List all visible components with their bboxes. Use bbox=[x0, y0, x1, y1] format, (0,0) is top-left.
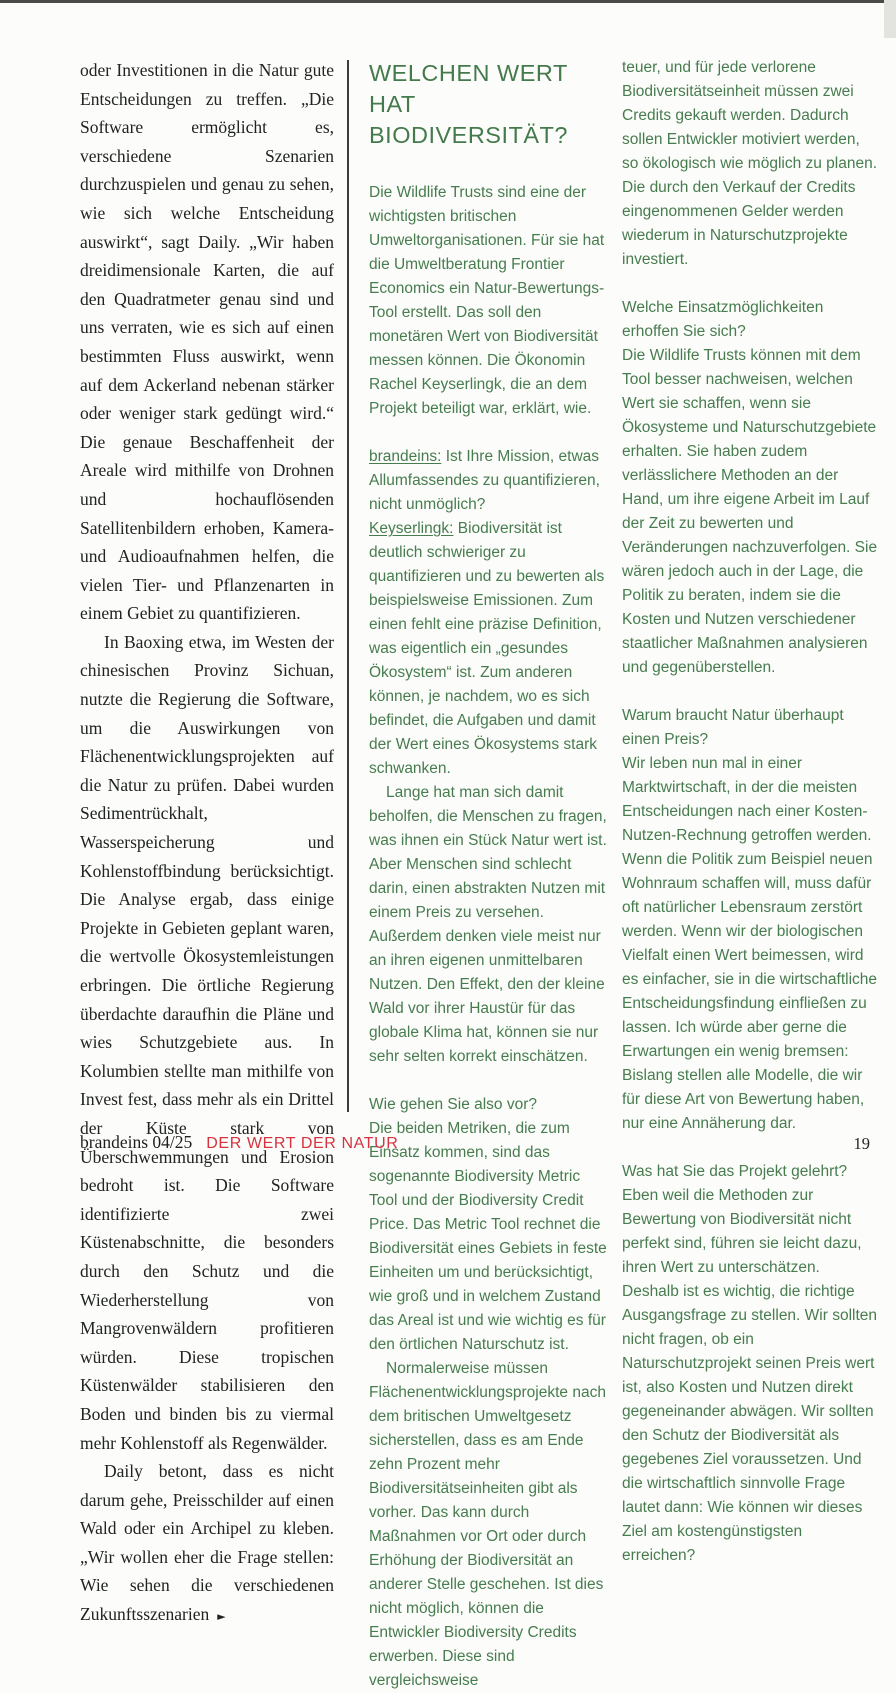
interview-answer: Eben weil die Methoden zur Bewertung von Biodiversität nicht perfekt sind, führen sie leicht dazu, ihren Wert zu unterschätzen. Deshalb ist es wichtig, die richtige Ausgangsfrage zu stellen. Wir sollten nicht fragen, ob ein Naturschutzprojekt seinen Preis wert ist, also Kosten und Nutzen direkt gegeneinander abwägen. Wir sollten den Schutz der Biodiversität als gegebenes Ziel voraussetzen. Und die wirtschaftlich sinnvolle Frage lautet dann: Wie können wir dieses Ziel am kostengünstigsten erreichen? bbox=[622, 1187, 878, 1564]
interview-column-right bbox=[622, 56, 878, 1568]
interview-answer: Lange hat man sich damit beholfen, die Menschen zu fragen, was ihnen ein Stück Natur wert ist. Aber Menschen sind schlecht darin, einen abstrakten Nutzen mit einem Preis zu versehen. Außerdem denken viele meist nur an ihren eigenen unmittelbaren Nutzen. Den Effekt, den der kleine Wald vor ihrer Haustür für das globale Klima hat, können sie nur sehr selten korrekt einschätzen. bbox=[369, 784, 607, 1065]
scan-corner-shade bbox=[884, 0, 896, 38]
interview-answer: Die Wildlife Trusts können mit dem Tool besser nachweisen, welchen Wert sie schaffen, wenn sie Ökosysteme und Naturschutzgebiete erhalten. Sie haben zudem verlässlichere Methoden an der Hand, um ihre eigene Arbeit im Lauf der Zeit zu bewerten und Veränderungen nachzuverfolgen. Sie wären jedoch auch in der Lage, die Politik zu beraten, indem sie die Kosten und Nutzen verschiedener staatlicher Maßnahmen analysieren und gegenüberstellen. bbox=[622, 347, 878, 676]
section-title: DER WERT DER NATUR bbox=[206, 1135, 399, 1152]
page-footer bbox=[80, 1132, 876, 1158]
interview-answer: Normalerweise müssen Flächenentwicklungsprojekte nach dem britischen Umweltgesetz sicherstellen, dass es am Ende zehn Prozent mehr Biodiversitätseinheiten gibt als vorher. Das kann durch Maßnahmen vor Ort oder durch Erhöhung der Biodiversität an anderer Stelle geschehen. Ist dies nicht möglich, können die Entwickler Biodiversity Credits erwerben. Diese sind vergleichsweise bbox=[369, 1360, 606, 1689]
interview-question: Warum braucht Natur überhaupt einen Preis? bbox=[622, 707, 844, 748]
interview-question: Was hat Sie das Projekt gelehrt? bbox=[622, 1163, 848, 1180]
interview-answer: Die beiden Metriken, die zum Einsatz kommen, sind das sogenannte Biodiversity Metric Tool und der Biodiversity Credit Price. Das Metric Tool rechnet die Biodiversität eines Gebiets in feste Einheiten um und berücksichtigt, wie groß und in welchem Zustand das Areal ist und wie wichtig es für den örtlichen Naturschutz ist. bbox=[369, 1120, 607, 1353]
continuation-arrow-icon: ► bbox=[217, 1610, 226, 1624]
paragraph: Daily betont, dass es nicht darum gehe, Preisschilder auf einen Wald oder ein Archipel zu kleben. „Wir wollen eher die Frage stellen: Wie sehen die verschiedenen Zukunftsszenarien ► bbox=[80, 1461, 334, 1625]
interview-answer: teuer, und für jede verlorene Biodiversitätseinheit müssen zwei Credits gekauft werden. Dadurch sollen Entwickler motiviert werden, so ökologisch wie möglich zu planen. Die durch den Verkauf der Credits eingenommenen Gelder werden wiederum in Naturschutzprojekte investiert. bbox=[622, 59, 878, 268]
interview-intro: Die Wildlife Trusts sind eine der wichtigsten britischen Umweltorganisationen. Für sie hat die Umweltberatung Frontier Economics ein Natur-Bewertungs-Tool erstellt. Das soll den monetären Wert von Biodiversität messen können. Die Ökonomin Rachel Keyserlingk, die an dem Projekt beteiligt war, erklärt, wie. bbox=[369, 184, 605, 417]
column-divider bbox=[347, 60, 349, 1112]
interview-column-middle bbox=[369, 58, 611, 1693]
speaker-label: Keyserlingk: bbox=[369, 520, 454, 537]
page-number: 19 bbox=[853, 1134, 870, 1153]
interview-headline: WELCHEN WERT HAT BIODIVERSITÄT? bbox=[369, 60, 568, 148]
article-column-left bbox=[80, 56, 334, 1632]
paragraph: oder Investitionen in die Natur gute Entscheidungen zu treffen. „Die Software ermöglicht es, verschiedene Szenarien durchzuspielen und genau zu sehen, wie sich welche Entscheidung auswirkt“, sagt Daily. „Wir haben dreidimensionale Karten, die auf den Quadratmeter genau sind und uns verraten, wie es sich auf einen bestimmten Fluss auswirkt, wenn auf dem Ackerland nebenan stärker oder weniger stark gedüngt wird.“ Die genaue Beschaffenheit der Areale wird mithilfe von Drohnen und hochauflösenden Satellitenbildern erhoben, Kamera- und Audioaufnahmen helfen, die vielen Tier- und Pflanzenarten in einem Gebiet zu quantifizieren. bbox=[80, 60, 334, 624]
interview-question: Welche Einsatzmöglichkeiten erhoffen Sie sich? bbox=[622, 299, 824, 340]
paragraph: In Baoxing etwa, im Westen der chinesischen Provinz Sichuan, nutzte die Regierung die Software, um die Auswirkungen von Flächenentwicklungsprojekten auf die Natur zu prüfen. Dabei wurden Sedimentrückhalt, Wasserspeicherung und Kohlenstoffbindung berücksichtigt. Die Analyse ergab, dass einige Projekte in Gebieten geplant waren, die wertvolle Ökosystemleistungen erbringen. Die örtliche Regierung überdachte daraufhin die Pläne und wies Schutzgebiete aus. In Kolumbien stellte man mithilfe von Invest fest, dass mehr als ein Drittel der Küste stark von Überschwemmungen und Erosion bedroht ist. Die Software identifizierte zwei Küstenabschnitte, die besonders durch den Schutz und die Wiederherstellung von Mangrovenwäldern profitieren würden. Diese tropischen Küstenwälder stabilisieren den Boden und binden bis zu viermal mehr Kohlenstoff als Regenwälder. bbox=[80, 631, 334, 1453]
interview-answer: Wir leben nun mal in einer Marktwirtschaft, in der die meisten Entscheidungen nach einer Kosten-Nutzen-Rechnung getroffen werden. Wenn die Politik zum Beispiel neuen Wohnraum schaffen will, muss dafür oft natürlicher Lebensraum zerstört werden. Wenn wir der biologischen Vielfalt einen Wert beimessen, wird es einfacher, sie in die wirtschaftliche Entscheidungsfindung einfließen zu lassen. Ich würde aber gerne die Erwartungen ein wenig bremsen: Bislang stellen alle Modelle, die wir für diese Art von Bewertung haben, nur eine Annäherung dar. bbox=[622, 755, 878, 1132]
scan-top-edge bbox=[0, 0, 896, 3]
interview-answer: Keyserlingk: Biodiversität ist deutlich schwieriger zu quantifizieren und zu bewerten als beispielsweise Emissionen. Zum einen fehlt eine präzise Definition, was eigentlich ein „gesundes Ökosystem“ ist. Zum anderen können, je nachdem, wo es sich befindet, die Aufgaben und damit der Wert eines Ökosystems stark schwanken. bbox=[369, 520, 605, 777]
speaker-label: brandeins: bbox=[369, 448, 442, 465]
interview-question: Wie gehen Sie also vor? bbox=[369, 1096, 538, 1113]
interview-question: brandeins: Ist Ihre Mission, etwas Allumfassendes zu quantifizieren, nicht unmöglich? bbox=[369, 448, 600, 513]
magazine-issue-label: brandeins 04/25 bbox=[80, 1132, 193, 1152]
